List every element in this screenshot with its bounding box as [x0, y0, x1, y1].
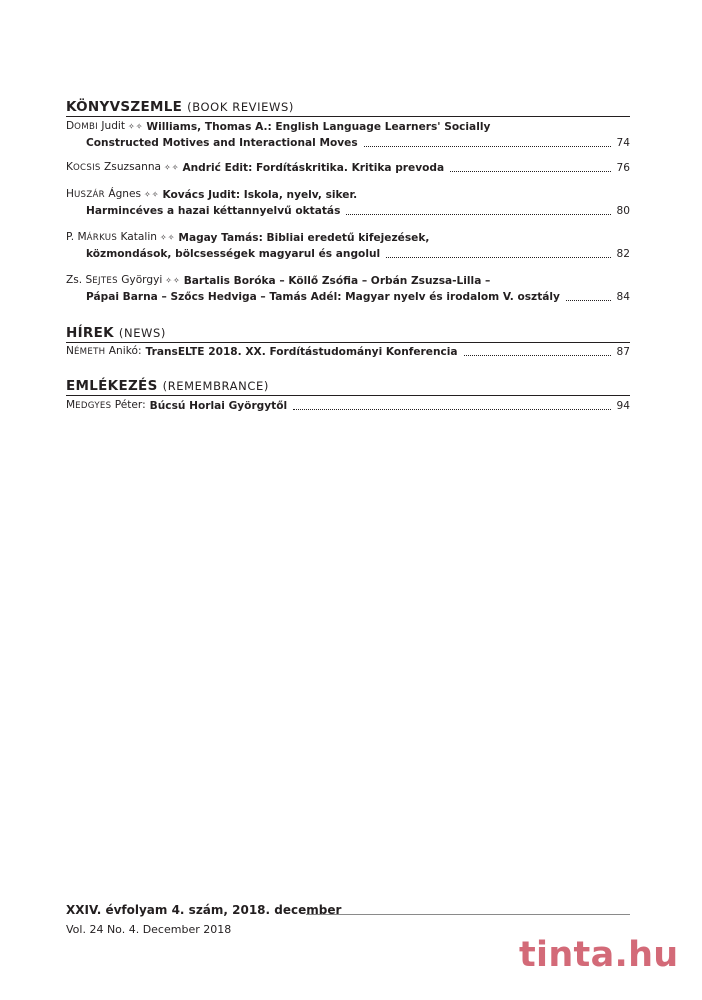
entry-author: HUSZÁR Ágnes: [66, 188, 142, 200]
entry-author: DOMBI Judit: [66, 120, 126, 132]
section-title-hu: HÍREK: [66, 325, 114, 341]
entry-title: Bartalis Boróka – Köllő Zsófia – Orbán Zsuzsa-Lilla –: [183, 275, 491, 287]
entry-author: MEDGYES Péter:: [66, 399, 146, 411]
toc-entry[interactable]: [66, 273, 630, 305]
section-rule: [66, 395, 630, 396]
section-title-en: (REMEMBRANCE): [162, 379, 269, 393]
page-number: 84: [616, 291, 630, 303]
section-title-en: (BOOK REVIEWS): [187, 100, 294, 114]
entry-author: NÉMETH Anikó:: [66, 345, 142, 357]
entry-title-continued: Pápai Barna – Szőcs Hedviga – Tamás Adél: Magyar nyelv és irodalom V. osztály: [86, 291, 560, 303]
entry-author: Zs. SEJTES Györgyi: [66, 274, 163, 286]
separator-icon: ✧✧: [165, 276, 181, 285]
toc-entry[interactable]: [66, 230, 630, 262]
page-number: 94: [616, 400, 630, 412]
entry-title-continued: Harmincéves a hazai kéttannyelvű oktatás: [86, 205, 341, 217]
dot-leader: [464, 355, 611, 356]
section-rule: [66, 342, 630, 343]
entry-title: Kovács Judit: Iskola, nyelv, siker.: [162, 189, 358, 201]
separator-icon: ✧✧: [144, 190, 160, 199]
section-title-remembrance: [66, 378, 269, 394]
issue-info-en: Vol. 24 No. 4. December 2018: [66, 923, 232, 936]
entry-title: TransELTE 2018. XX. Fordítástudományi Konferencia: [145, 346, 458, 358]
dot-leader: [450, 171, 610, 172]
page-number: 80: [616, 205, 630, 217]
separator-icon: ✧✧: [164, 163, 180, 172]
entry-title: Búcsú Horlai Györgytől: [149, 400, 288, 412]
separator-icon: ✧✧: [128, 122, 144, 131]
toc-entry[interactable]: [66, 187, 630, 219]
issue-info-hu: XXIV. évfolyam 4. szám, 2018. december: [66, 903, 342, 917]
page-number: 74: [616, 137, 630, 149]
dot-leader: [346, 214, 610, 215]
entry-title: Magay Tamás: Bibliai eredetű kifejezések,: [178, 232, 430, 244]
page-number: 76: [616, 162, 630, 174]
footer-rule: [306, 914, 630, 915]
toc-entry[interactable]: [66, 398, 630, 414]
toc-entry[interactable]: [66, 119, 630, 151]
separator-icon: ✧✧: [160, 233, 176, 242]
section-title-news: [66, 325, 166, 341]
toc-entry[interactable]: [66, 344, 630, 360]
dot-leader: [386, 257, 610, 258]
toc-entry[interactable]: [66, 160, 630, 176]
section-rule: [66, 116, 630, 117]
entry-title-continued: Constructed Motives and Interactional Moves: [86, 137, 358, 149]
dot-leader: [566, 300, 611, 301]
entry-author: P. MÁRKUS Katalin: [66, 231, 157, 243]
tinta-logo: tinta.hu: [519, 935, 679, 975]
entry-title-continued: közmondások, bölcsességek magyarul és angolul: [86, 248, 381, 260]
section-title-en: (NEWS): [118, 326, 167, 340]
dot-leader: [364, 146, 611, 147]
section-title-hu: KÖNYVSZEMLE: [66, 99, 183, 115]
entry-title: Andrić Edit: Fordításkritika. Kritika prevoda: [182, 162, 445, 174]
page-number: 82: [616, 248, 630, 260]
section-title-book-reviews: [66, 99, 294, 115]
entry-author: KOCSIS Zsuzsanna: [66, 161, 162, 173]
section-title-hu: EMLÉKEZÉS: [66, 378, 158, 394]
dot-leader: [293, 409, 610, 410]
page-number: 87: [616, 346, 630, 358]
entry-title: Williams, Thomas A.: English Language Learners' Socially: [146, 121, 491, 133]
